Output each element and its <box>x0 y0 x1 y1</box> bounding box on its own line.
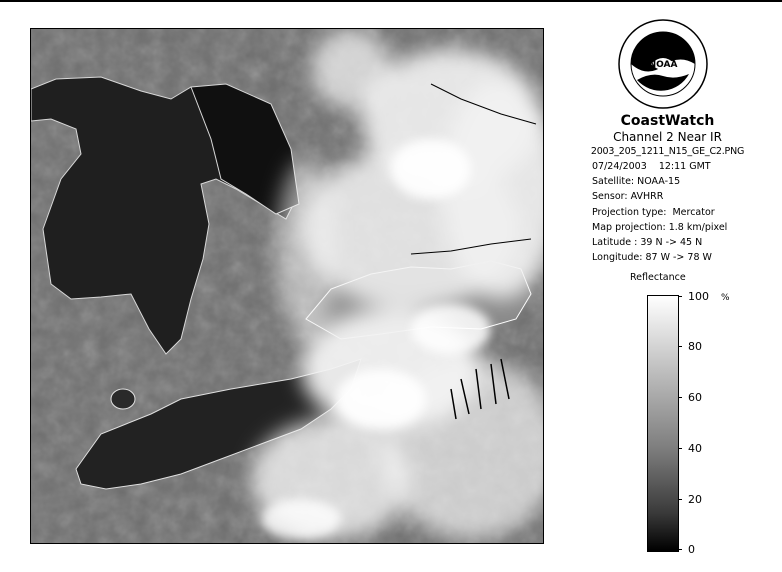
colorbar-label-20: 20 <box>688 493 702 506</box>
colorbar-unit: % <box>721 293 730 303</box>
noaa-logo <box>617 18 709 110</box>
colorbar-label-40: 40 <box>688 442 702 455</box>
satellite-line: Satellite: NOAA-15 <box>592 176 681 188</box>
file-name: 2003_205_1211_N15_GE_C2.PNG <box>590 146 745 157</box>
reflectance-colorbar <box>647 295 679 552</box>
colorbar-tick <box>678 448 682 449</box>
satellite-map[interactable] <box>30 28 544 544</box>
colorbar-title: Reflectance <box>630 272 686 283</box>
channel-subtitle: Channel 2 Near IR <box>613 130 722 144</box>
colorbar-label-100: 100 <box>688 290 709 303</box>
colorbar-tick <box>678 346 682 347</box>
sensor-line: Sensor: AVHRR <box>592 191 664 203</box>
longitude-line: Longitude: 87 W -> 78 W <box>592 252 712 264</box>
colorbar-tick <box>678 296 682 297</box>
colorbar-label-80: 80 <box>688 340 702 353</box>
colorbar-tick <box>678 397 682 398</box>
colorbar-label-0: 0 <box>688 543 695 556</box>
colorbar-tick <box>678 549 682 550</box>
info-panel <box>565 112 770 265</box>
top-rule <box>0 0 782 2</box>
colorbar-label-60: 60 <box>688 391 702 404</box>
map-projection-line: Map projection: 1.8 km/pixel <box>592 221 728 233</box>
colorbar-tick <box>678 499 682 500</box>
noaa-seal-icon <box>617 18 709 110</box>
noaa-logo-text: NOAA <box>648 60 678 70</box>
latitude-line: Latitude : 39 N -> 45 N <box>592 237 703 249</box>
map-svg <box>31 29 543 543</box>
lake-st-clair <box>111 389 135 409</box>
product-title: CoastWatch <box>620 113 715 129</box>
projection-type-line: Projection type: Mercator <box>592 206 715 218</box>
date-time: 07/24/2003 12:11 GMT <box>592 161 711 172</box>
